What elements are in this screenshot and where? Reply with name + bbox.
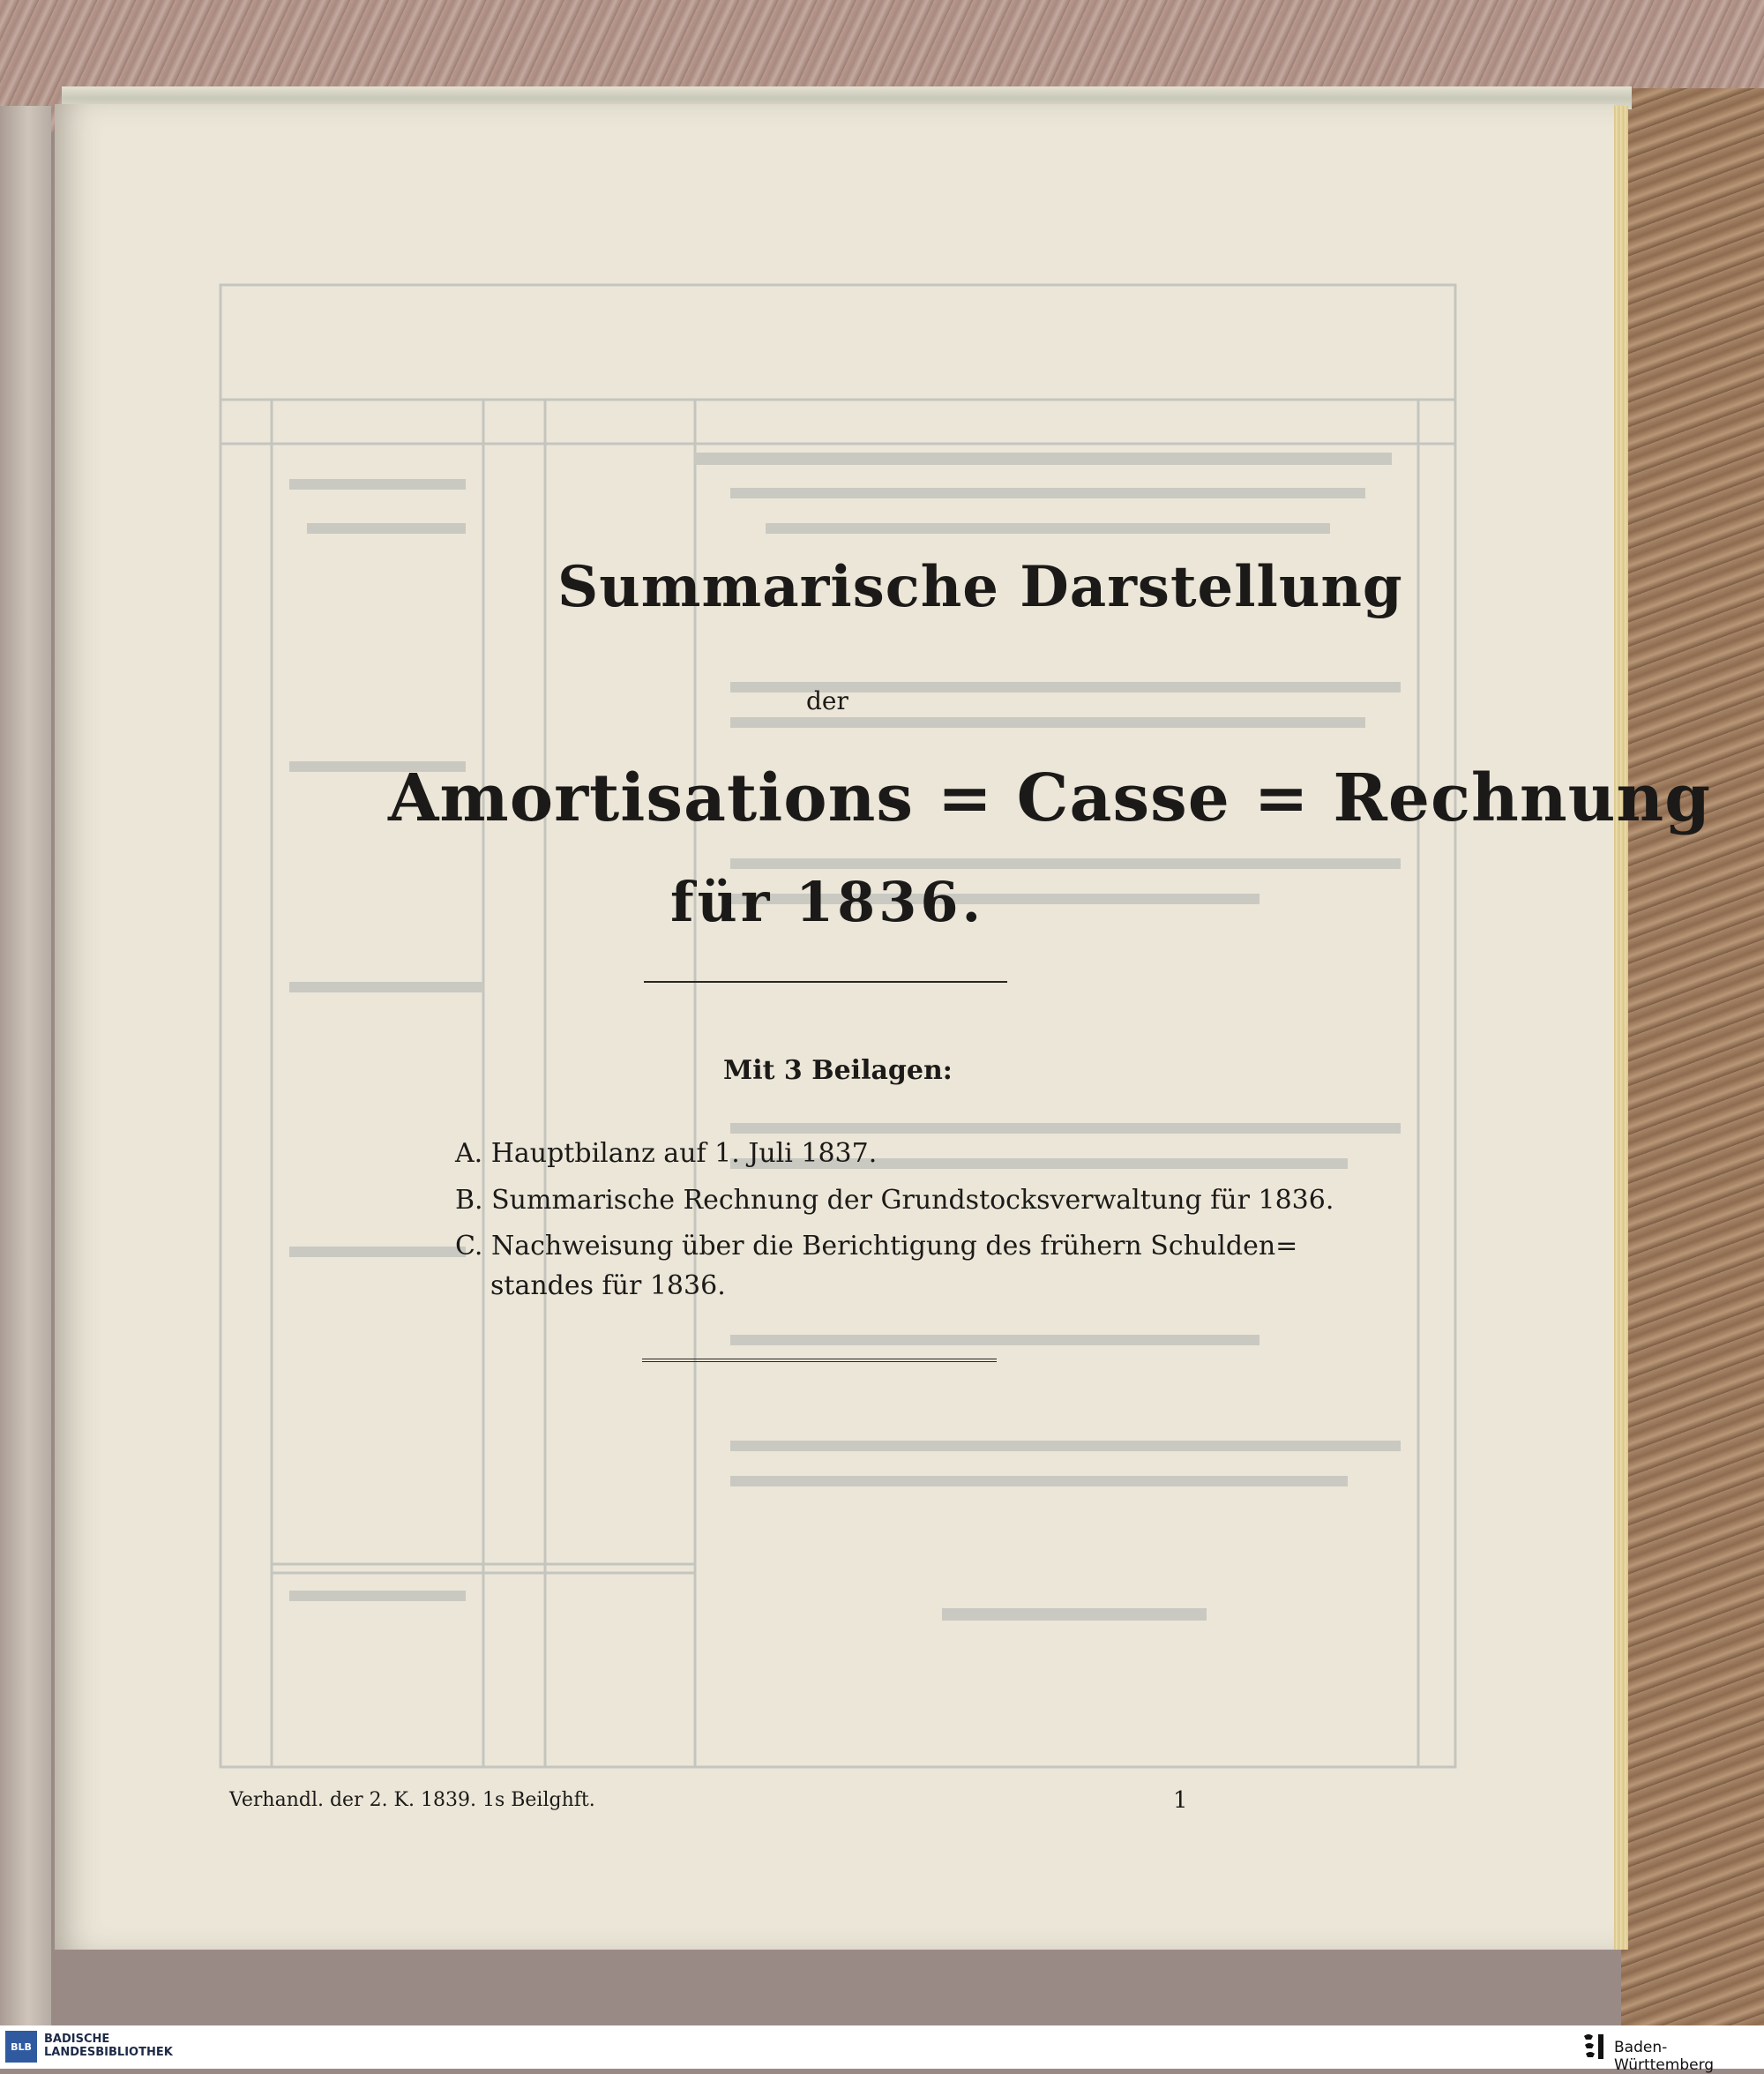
double-divider-rule bbox=[642, 1359, 997, 1365]
state-name[interactable]: Baden-Württemberg bbox=[1614, 2039, 1715, 2074]
document-title-line1: Summarische Darstellung bbox=[557, 554, 1403, 620]
divider-rule bbox=[644, 981, 1007, 983]
page-number: 1 bbox=[1173, 1787, 1188, 1814]
library-logo-icon[interactable]: BLB bbox=[5, 2031, 37, 2063]
document-title-line2: Amortisations = Casse = Rechnung bbox=[388, 760, 1711, 836]
footer-reference: Verhandl. der 2. K. 1839. 1s Beilghft. bbox=[229, 1789, 595, 1811]
title-connector: der bbox=[806, 686, 848, 715]
library-name[interactable] bbox=[44, 2033, 173, 2059]
library-name-line2: LANDESBIBLIOTHEK bbox=[44, 2046, 173, 2059]
baden-wuerttemberg-lions-icon bbox=[1581, 2031, 1607, 2063]
enclosures-heading: Mit 3 Beilagen: bbox=[723, 1055, 953, 1086]
book-spine bbox=[0, 106, 51, 2025]
enclosure-item-b: B. Summarische Rechnung der Grundstocksverwaltung für 1836. bbox=[455, 1185, 1334, 1216]
library-name-line1: BADISCHE bbox=[44, 2033, 110, 2046]
enclosure-item-a: A. Hauptbilanz auf 1. Juli 1837. bbox=[455, 1138, 878, 1169]
enclosure-item-c: C. Nachweisung über die Berichtigung des frühern Schulden= bbox=[455, 1231, 1298, 1262]
document-year: für 1836. bbox=[670, 870, 985, 934]
marbled-cover-right bbox=[1621, 88, 1764, 2025]
enclosure-item-c-continued: standes für 1836. bbox=[490, 1270, 726, 1301]
attribution-bar bbox=[0, 2025, 1764, 2074]
document-page bbox=[55, 104, 1614, 1950]
